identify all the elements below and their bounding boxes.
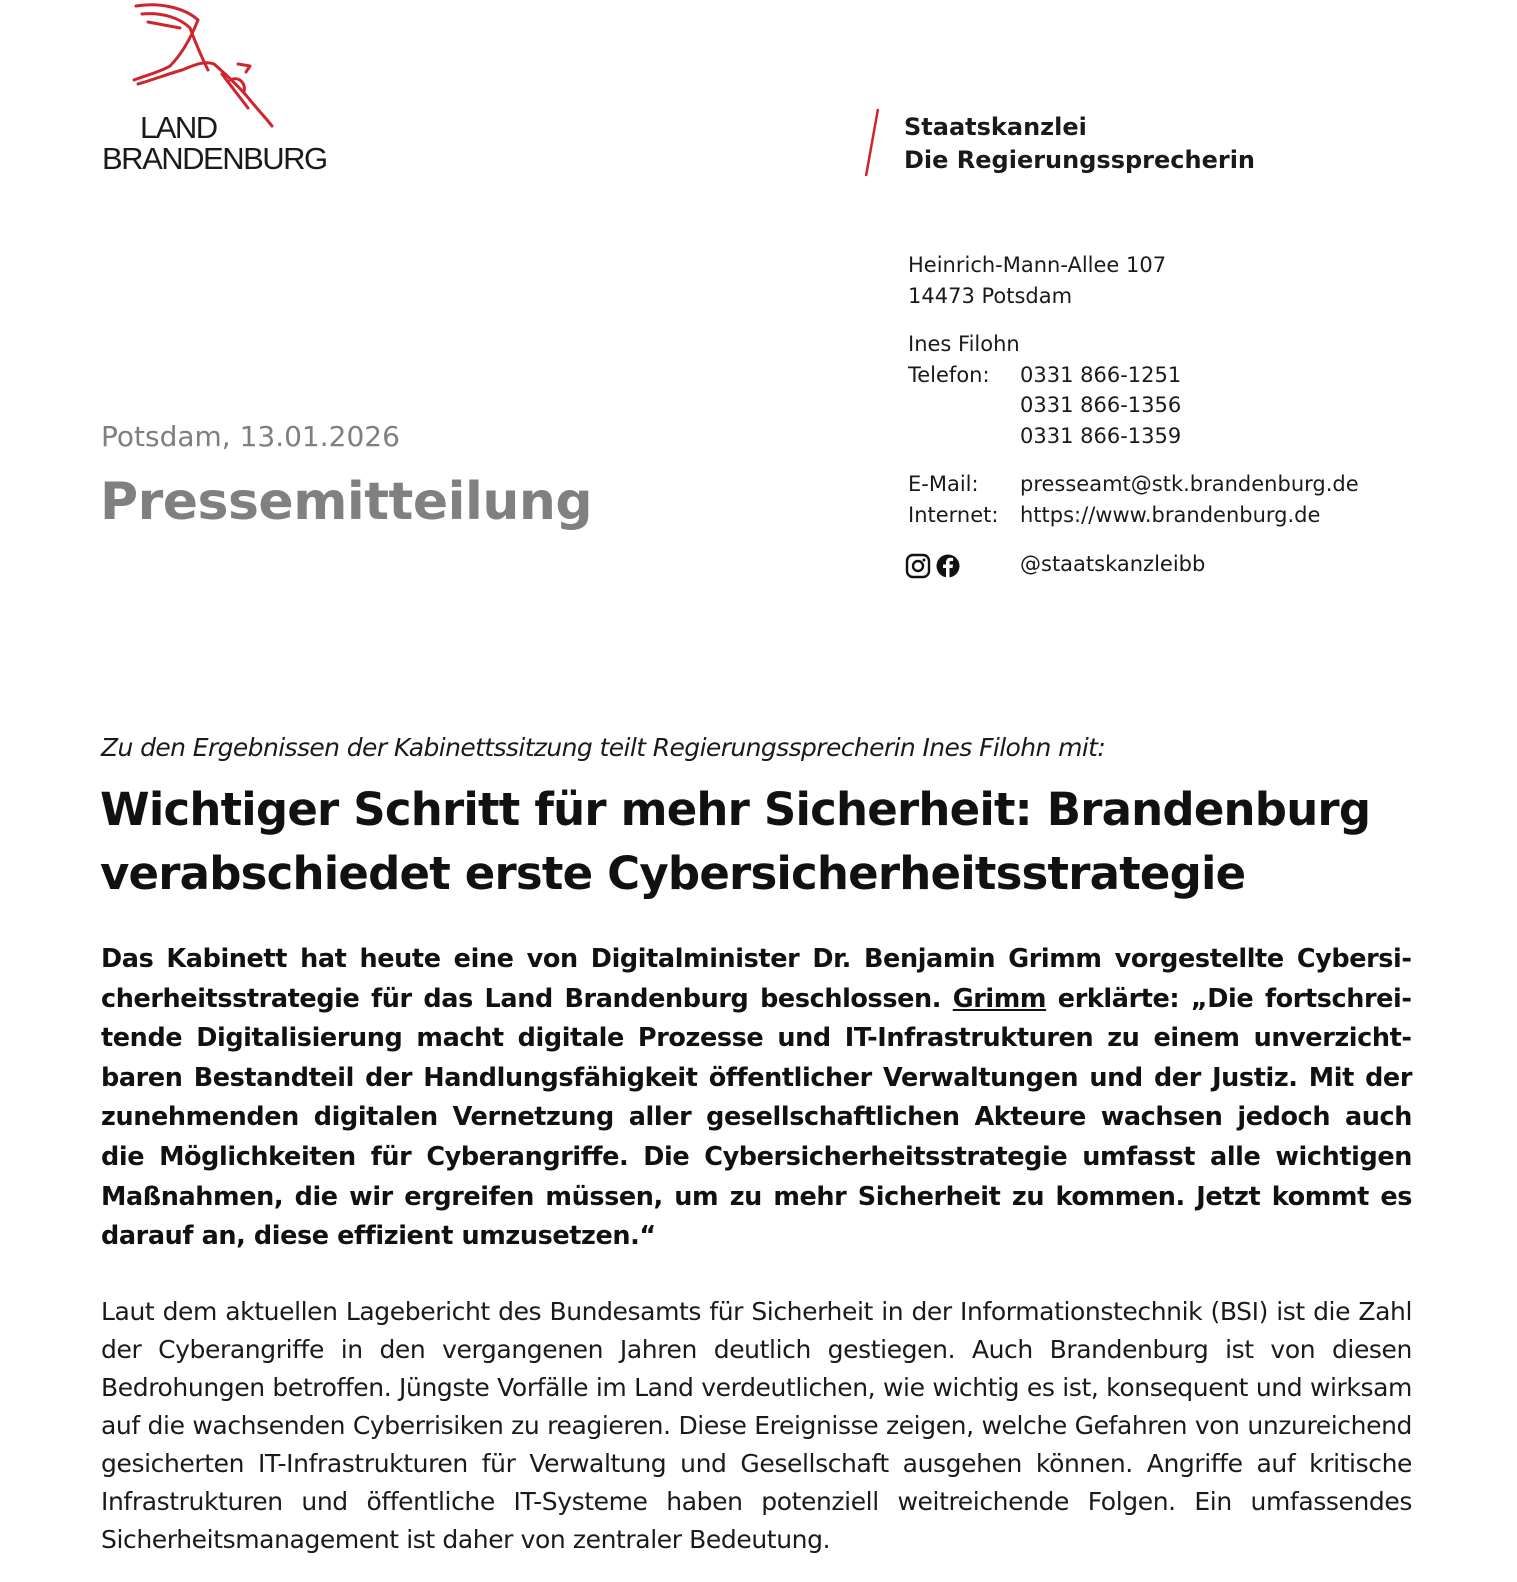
email-row — [908, 469, 1359, 500]
internet-link[interactable]: https://www.brandenburg.de — [1020, 502, 1321, 527]
email-link[interactable]: presseamt@stk.brandenburg.de — [1020, 472, 1359, 496]
phone-number-3[interactable]: 0331 866-1359 — [1020, 423, 1182, 448]
address-city: 14473 Potsdam — [908, 283, 1073, 308]
lead-part-2: erklärte: „Die fortschreitende Digitalisierung macht digitale Prozesse und IT-Infrastrukturen zu einem unverzichtbaren Bestandteil der Handlungsfähigkeit öffentlicher Verwaltungen und der Justiz. Mit der zunehmenden digitalen Vernetzung aller gesellschaftlichen Akteure wachsen jedoch auch die Möglichkeiten für Cyberangriffe. Die Cybersicherheitsstrategie umfasst alle wichtigen Maßnahmen, die wir ergreifen müssen, um zu mehr Sicherheit zu kommen. Jetzt kommt es darauf an, diese effizient umzusetzen.“ — [101, 983, 1412, 1252]
land-brandenburg-logo — [100, 0, 340, 180]
place-date: Potsdam, 13.01.2026 — [101, 420, 400, 453]
email-label: E-Mail: — [908, 472, 979, 496]
red-divider-line — [862, 108, 882, 178]
instagram-icon[interactable] — [905, 553, 931, 579]
article-lead — [101, 940, 1412, 1257]
address-street: Heinrich-Mann-Allee 107 — [908, 253, 1167, 277]
facebook-icon[interactable] — [935, 553, 961, 579]
logo-line-brandenburg: BRANDENBURG — [102, 141, 327, 176]
sender-block — [904, 111, 1255, 177]
logo-line-land: LAND — [140, 110, 217, 145]
phone-row-3 — [908, 421, 1359, 452]
article-intro: Zu den Ergebnissen der Kabinettssitzung teilt Regierungssprecherin Ines Filohn mit: — [101, 733, 1106, 762]
internet-row — [908, 500, 1359, 531]
social-icons — [905, 553, 961, 579]
sender-office: Staatskanzlei — [904, 113, 1087, 141]
internet-label: Internet: — [908, 502, 999, 527]
contact-block — [908, 250, 1359, 530]
phone-row-1 — [908, 360, 1359, 391]
lead-part-1: Das Kabinett hat heute eine von Digitalminister Dr. Benjamin Grimm vorgestellte Cybersicherheitsstrategie für das Land Brandenburg beschlossen. — [101, 944, 1412, 1014]
phone-label: Telefon: — [908, 362, 990, 387]
social-handle[interactable]: @staatskanzleibb — [1020, 552, 1206, 576]
contact-person: Ines Filohn — [908, 332, 1020, 356]
logo-wordmark — [102, 112, 327, 174]
phone-row-2 — [908, 390, 1359, 421]
sender-role: Die Regierungssprecherin — [904, 146, 1256, 174]
article-headline: Wichtiger Schritt für mehr Sicherheit: Brandenburg verabschiedet erste Cybersicherheitsstrategie — [100, 783, 1371, 900]
document-type: Pressemitteilung — [100, 472, 593, 532]
phone-number-1[interactable]: 0331 866-1251 — [1020, 362, 1182, 387]
phone-number-2[interactable]: 0331 866-1356 — [1020, 393, 1182, 417]
lead-name: Grimm — [952, 983, 1047, 1014]
article-body: Laut dem aktuellen Lagebericht des Bundesamts für Sicherheit in der Informationstechnik (BSI) ist die Zahl der Cyberangriffe in den vergangenen Jahren deutlich gestiegen. Auch Brandenburg ist von diesen Bedrohungen betroffen. Jüngste Vorfälle im Land verdeutlichen, wie wichtig es ist, konsequent und wirksam auf die wachsenden Cyberrisiken zu reagieren. Diese Ereignisse zeigen, welche Gefahren von unzureichend gesicherten IT-Infrastrukturen für Verwaltung und Gesellschaft ausgehen können. Angriffe auf kritische Infrastrukturen und öffentliche IT-Systeme haben potenziell weitreichende Folgen. Ein umfassendes Sicherheitsmanagement ist daher von zentraler Bedeutung. — [101, 1297, 1412, 1554]
